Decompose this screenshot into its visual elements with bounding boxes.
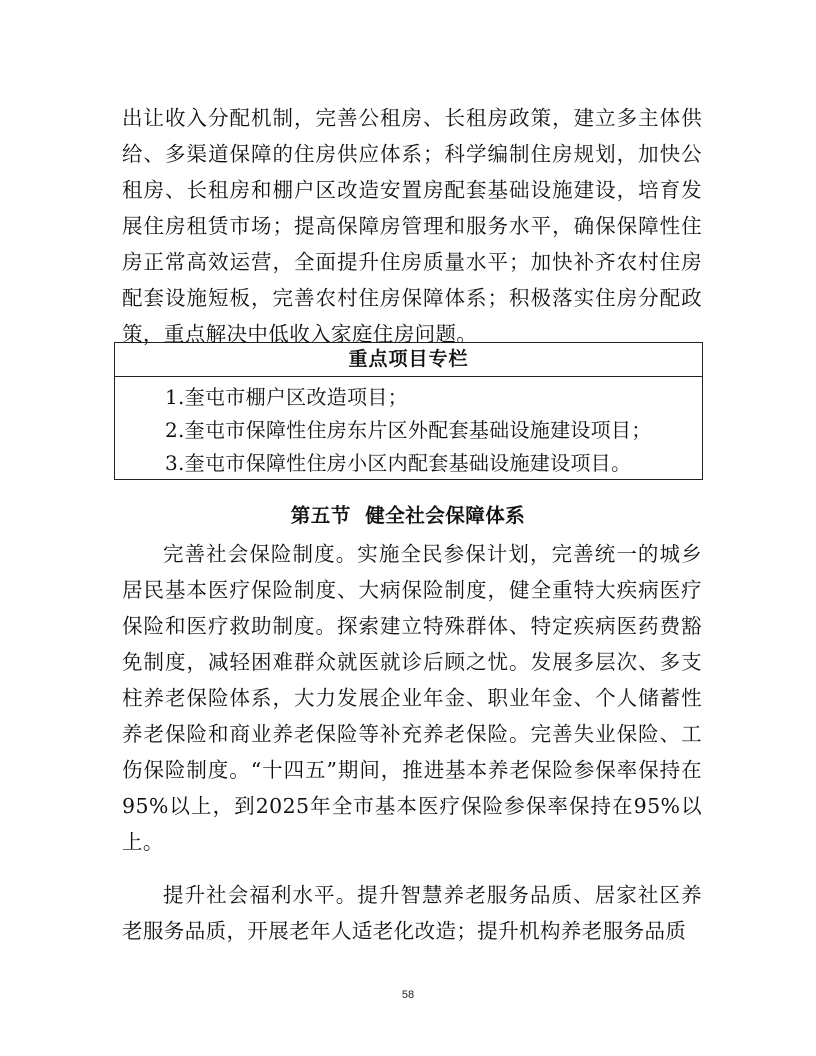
key-project-item: 2.奎屯市保障性住房东片区外配套基础设施建设项目； xyxy=(165,418,652,442)
key-projects-list xyxy=(115,377,702,480)
page-number: 58 xyxy=(401,989,415,1001)
social-insurance-paragraph: 完善社会保险制度。实施全民参保计划，完善统一的城乡居民基本医疗保险制度、大病保险制度，健全重特大疾病医疗保险和医疗救助制度。探索建立特殊群体、特定疾病医药费豁免制度，减轻困难群众就医就诊后顾之忧。发展多层次、多支柱养老保险体系，大力发展企业年金、职业年金、个人储蓄性养老保险和商业养老保险等补充养老保险。完善失业保险、工伤保险制度。“十四五”期间，推进基本养老保险参保率保持在95%以上，到2025年全市基本医疗保险参保率保持在95%以上。 xyxy=(122,542,702,854)
intro-paragraph: 出让收入分配机制，完善公租房、长租房政策，建立多主体供给、多渠道保障的住房供应体系；科学编制住房规划，加快公租房、长租房和棚户区改造安置房配套基础设施建设，培育发展住房租赁市场；提高保障房管理和服务水平，确保保障性住房正常高效运营，全面提升住房质量水平；加快补齐农村住房配套设施短板，完善农村住房保障体系；积极落实住房分配政策，重点解决中低收入家庭住房问题。 xyxy=(122,106,702,346)
key-project-item: 1.奎屯市棚户区改造项目； xyxy=(165,385,408,409)
key-project-item: 3.奎屯市保障性住房小区内配套基础设施建设项目。 xyxy=(165,451,632,475)
section-heading: 第五节 健全社会保障体系 xyxy=(290,504,526,527)
welfare-paragraph: 提升社会福利水平。提升智慧养老服务品质、居家社区养老服务品质，开展老年人适老化改造；提升机构养老服务品质 xyxy=(122,883,702,943)
key-projects-title: 重点项目专栏 xyxy=(115,343,702,377)
key-projects-box xyxy=(114,342,703,480)
